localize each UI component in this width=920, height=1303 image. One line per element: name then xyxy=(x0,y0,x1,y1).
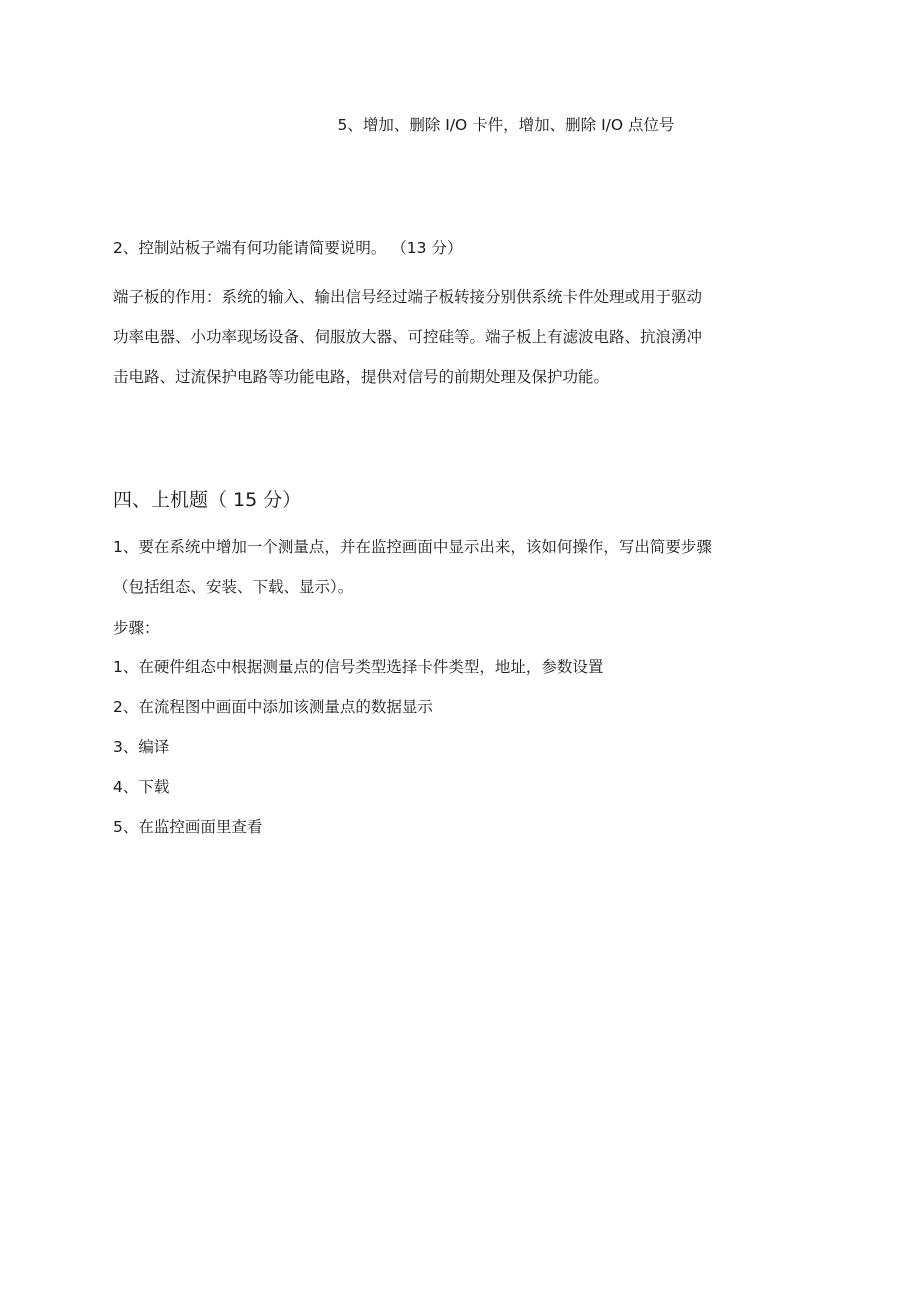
question-2-prompt: 2、控制站板子端有何功能请简要说明。 （13 分） xyxy=(113,239,463,257)
steps-label: 步骤： xyxy=(113,619,160,637)
question-line: （包括组态、安装、下载、显示）。 xyxy=(113,578,354,596)
steps-list xyxy=(113,647,793,847)
answer-line: 击电路、过流保护电路等功能电路，提供对信号的前期处理及保护功能。 xyxy=(113,368,610,386)
section-four-question xyxy=(113,527,793,607)
question-2-answer xyxy=(113,277,793,397)
answer-line: 端子板的作用：系统的输入、输出信号经过端子板转接分别供系统卡件处理或用于驱动 xyxy=(113,288,703,306)
io-item-line: 5、增加、删除 I/O 卡件，增加、删除 I/O 点位号 xyxy=(337,116,675,134)
answer-line: 功率电器、小功率现场设备、伺服放大器、可控硅等。端子板上有滤波电路、抗浪湧冲 xyxy=(113,328,703,346)
section-four-heading: 四、上机题（ 15 分） xyxy=(113,489,302,511)
step-item: 3、编译 xyxy=(113,738,170,756)
step-item: 4、下载 xyxy=(113,778,170,796)
step-item: 2、在流程图中画面中添加该测量点的数据显示 xyxy=(113,698,433,716)
question-line: 1、要在系统中增加一个测量点，并在监控画面中显示出来，该如何操作，写出简要步骤 xyxy=(113,538,712,556)
step-item: 1、在硬件组态中根据测量点的信号类型选择卡件类型，地址，参数设置 xyxy=(113,658,604,676)
step-item: 5、在监控画面里查看 xyxy=(113,818,263,836)
